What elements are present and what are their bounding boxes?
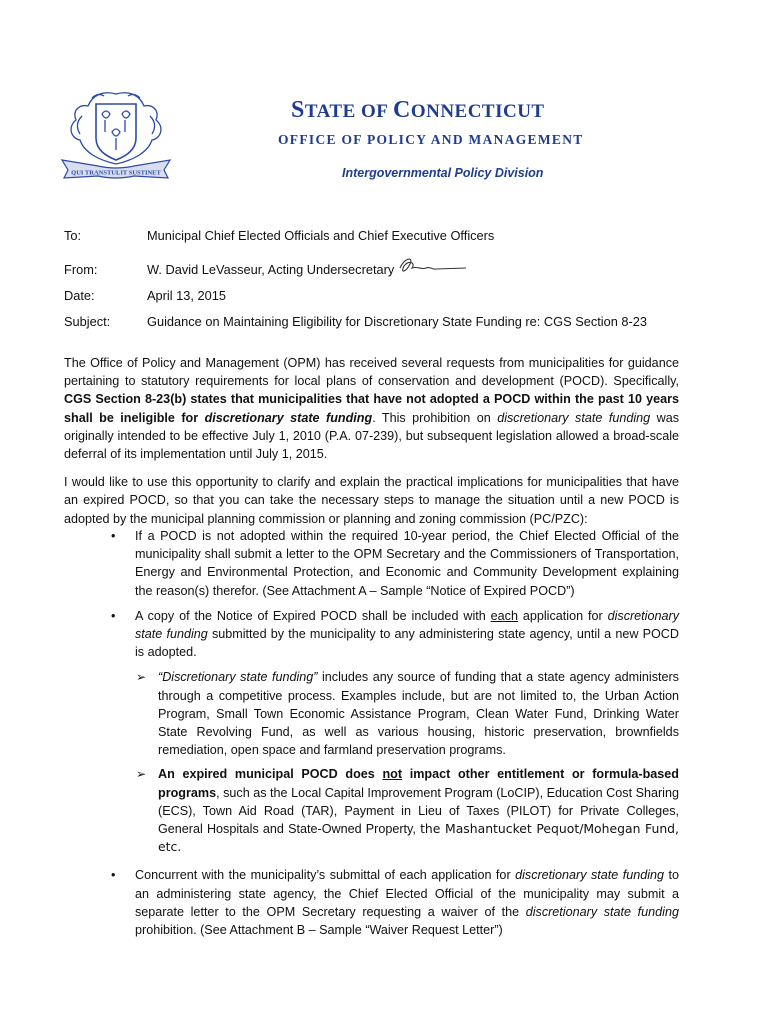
memo-from [64,262,394,277]
p1-text-d: . This prohibition on [372,410,498,425]
s2-text-e: the Mashantucket Pequot/Mohegan Fund, etc. [158,821,679,855]
p1-text-f: was originally intended to be effective July 1, 2010 (P.A. 07-239), but subsequent legislation allowed a broad-scale deferral of its implementation until July 1, 2015. [64,410,679,462]
bullet-1-text: If a POCD is not adopted within the required 10-year period, the Chief Elected Official of the municipality shall submit a letter to the OPM Secretary and the Commissioners of Transportation, Energy and Environmental Protection, and Economic and Community Development explaining the reason(s) therefor. (See Attachment A – Sample “Notice of Expired POCD”) [135,529,679,598]
b3-text-e: prohibition. (See Attachment B – Sample “Waiver Request Letter”) [135,923,503,938]
memo-date [64,288,226,303]
memo-subject [64,314,647,329]
b2-text-c: application for [517,608,608,623]
sub-item-1 [64,668,679,759]
s1-text: includes any source of funding that a state agency administers through a competitive process. Examples include, but are not limited to, the Urban Action Program, Small Town Economic Assistance Program, Clean Water Fund, Drinking Water State Revolving Fund, as well as various housing, historic preservation, brownfields remediation, open space and farmland preservation programs. [158,670,679,758]
b3-text-c: to an administering state agency, the Chief Elected Official of the municipality may submit a separate letter to the OPM Secretary requesting a waiver of the [135,868,679,919]
b3-text-a: Concurrent with the municipality’s submittal of each application for [135,868,516,883]
state-seal-icon [58,86,174,190]
s2-bold-underline: not [382,767,403,782]
b2-underline: each [490,608,518,623]
sub-item-2 [64,765,679,856]
arrow-bullet-icon: ➢ [136,767,147,782]
to-label: To: [64,228,82,243]
p1-bold: CGS Section 8-23(b) states that municipalities that have not adopted a POCD within the past 10 years shall be ineligible for [64,392,679,425]
bullet-dot-icon: • [111,529,116,543]
bullet-item-1 [64,527,679,600]
seal-motto: QUI TRANSTULIT SUSTINET [71,169,161,177]
p1-bold-italic: discretionary state funding [204,410,373,425]
b3-italic-b: discretionary state funding [515,868,665,883]
b2-italic: discretionary state funding [135,608,679,642]
s2-bold-a: An expired municipal POCD does [158,767,383,782]
s1-italic: “Discretionary state funding” [158,670,318,685]
bullet-item-3 [64,866,679,939]
subject-label: Subject: [64,314,111,329]
from-label: From: [64,262,98,277]
office-name: OFFICE OF POLICY AND MANAGEMENT [278,132,584,147]
bullet-item-2 [64,607,679,662]
title-part-1: TATE OF [304,101,393,122]
date-label: Date: [64,288,95,303]
b2-text-a: A copy of the Notice of Expired POCD shall be included with [135,608,491,623]
memo-to [64,228,494,243]
b2-text-e: submitted by the municipality to any administering state agency, until a new POCD is adopted. [135,627,679,660]
subject-value: Guidance on Maintaining Eligibility for Discretionary State Funding re: CGS Section 8-23 [147,314,648,329]
bullet-list [64,527,679,946]
division-name: Intergovernmental Policy Division [342,166,544,180]
title-cap-c: C [392,97,411,123]
date-value: April 13, 2015 [147,288,226,303]
bullet-dot-icon: • [111,868,116,883]
b3-italic-d: discretionary state funding [525,904,679,919]
paragraph-2: I would like to use this opportunity to clarify and explain the practical implications for municipalities that have an expired POCD, so that you can take the necessary steps to manage the situation until a new POCD is adopted by the municipal planning commission or planning and zoning commission (PC/PZC): [64,475,679,526]
p1-italic: discretionary state funding [497,410,651,425]
signature-icon [396,254,468,278]
body-paragraphs [64,354,679,538]
paragraph-1 [64,354,679,463]
s2-bold-c: impact other entitlement or formula-based programs [158,767,679,800]
s2-text-d: , such as the Local Capital Improvement Program (LoCIP), Education Cost Sharing (ECS), Town Aid Road (TAR), Payment in Lieu of Taxes (PILOT) for Private Colleges, General Hospitals and State-Owned Property, [158,785,679,837]
bullet-dot-icon: • [111,608,116,623]
title-part-2: ONNECTICUT [410,101,545,122]
p1-text-a: The Office of Policy and Management (OPM) has received several requests from municipalities for guidance pertaining to statutory requirements for local plans of conservation and development (POCD). Specifically, [64,356,679,389]
arrow-bullet-icon: ➢ [136,670,147,685]
letterhead-title [291,97,545,124]
title-cap-s: S [291,97,305,123]
from-value: W. David LeVasseur, Acting Undersecretary [147,262,395,277]
to-value: Municipal Chief Elected Officials and Chief Executive Officers [147,228,495,243]
